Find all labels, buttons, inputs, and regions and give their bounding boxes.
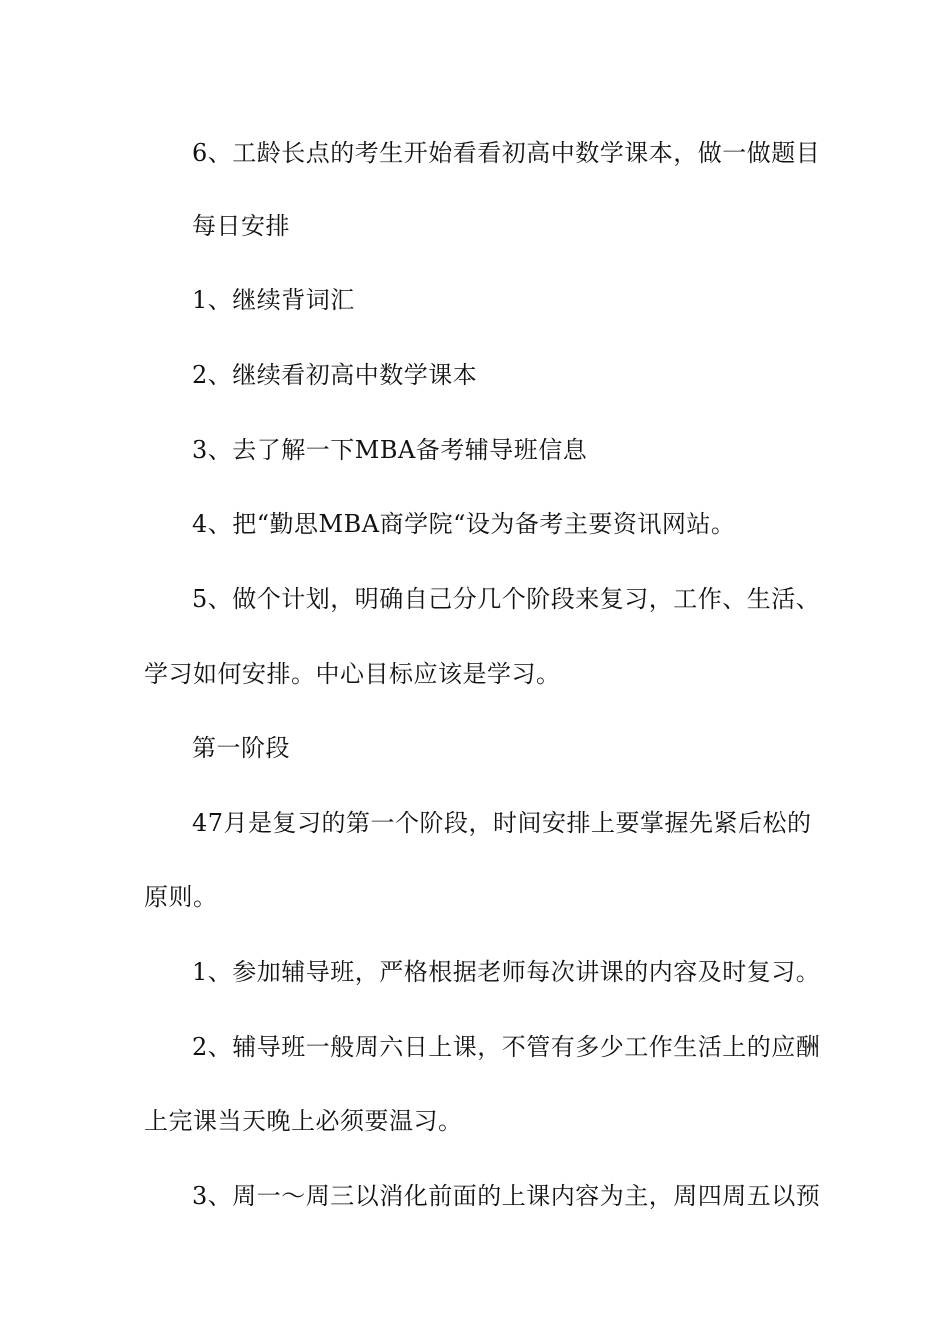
stage-list-item-2-continued: 上完课当天晚上必须要温习。: [144, 1107, 463, 1135]
section-heading-stage-one: 第一阶段: [192, 734, 290, 762]
list-item-5-continued: 学习如何安排。中心目标应该是学习。: [144, 660, 561, 688]
stage-list-item-2: 2、辅导班一般周六日上课，不管有多少工作生活上的应酬: [192, 1033, 821, 1061]
list-item-1: 1、继续背词汇: [192, 286, 355, 314]
paragraph-stage-one: 47月是复习的第一个阶段，时间安排上要掌握先紧后松的: [192, 809, 812, 837]
paragraph-item-6: 6、工龄长点的考生开始看看初高中数学课本，做一做题目: [192, 139, 821, 167]
stage-list-item-1: 1、参加辅导班，严格根据老师每次讲课的内容及时复习。: [192, 958, 821, 986]
list-item-3: 3、去了解一下MBA备考辅导班信息: [192, 436, 588, 464]
stage-list-item-3: 3、周一～周三以消化前面的上课内容为主，周四周五以预: [192, 1182, 821, 1210]
list-item-2: 2、继续看初高中数学课本: [192, 361, 478, 389]
list-item-4: 4、把“勤思MBA商学院“设为备考主要资讯网站。: [192, 510, 736, 538]
paragraph-stage-one-continued: 原则。: [144, 883, 218, 911]
list-item-5: 5、做个计划，明确自己分几个阶段来复习，工作、生活、: [192, 585, 821, 613]
section-heading-daily-plan: 每日安排: [192, 212, 290, 240]
